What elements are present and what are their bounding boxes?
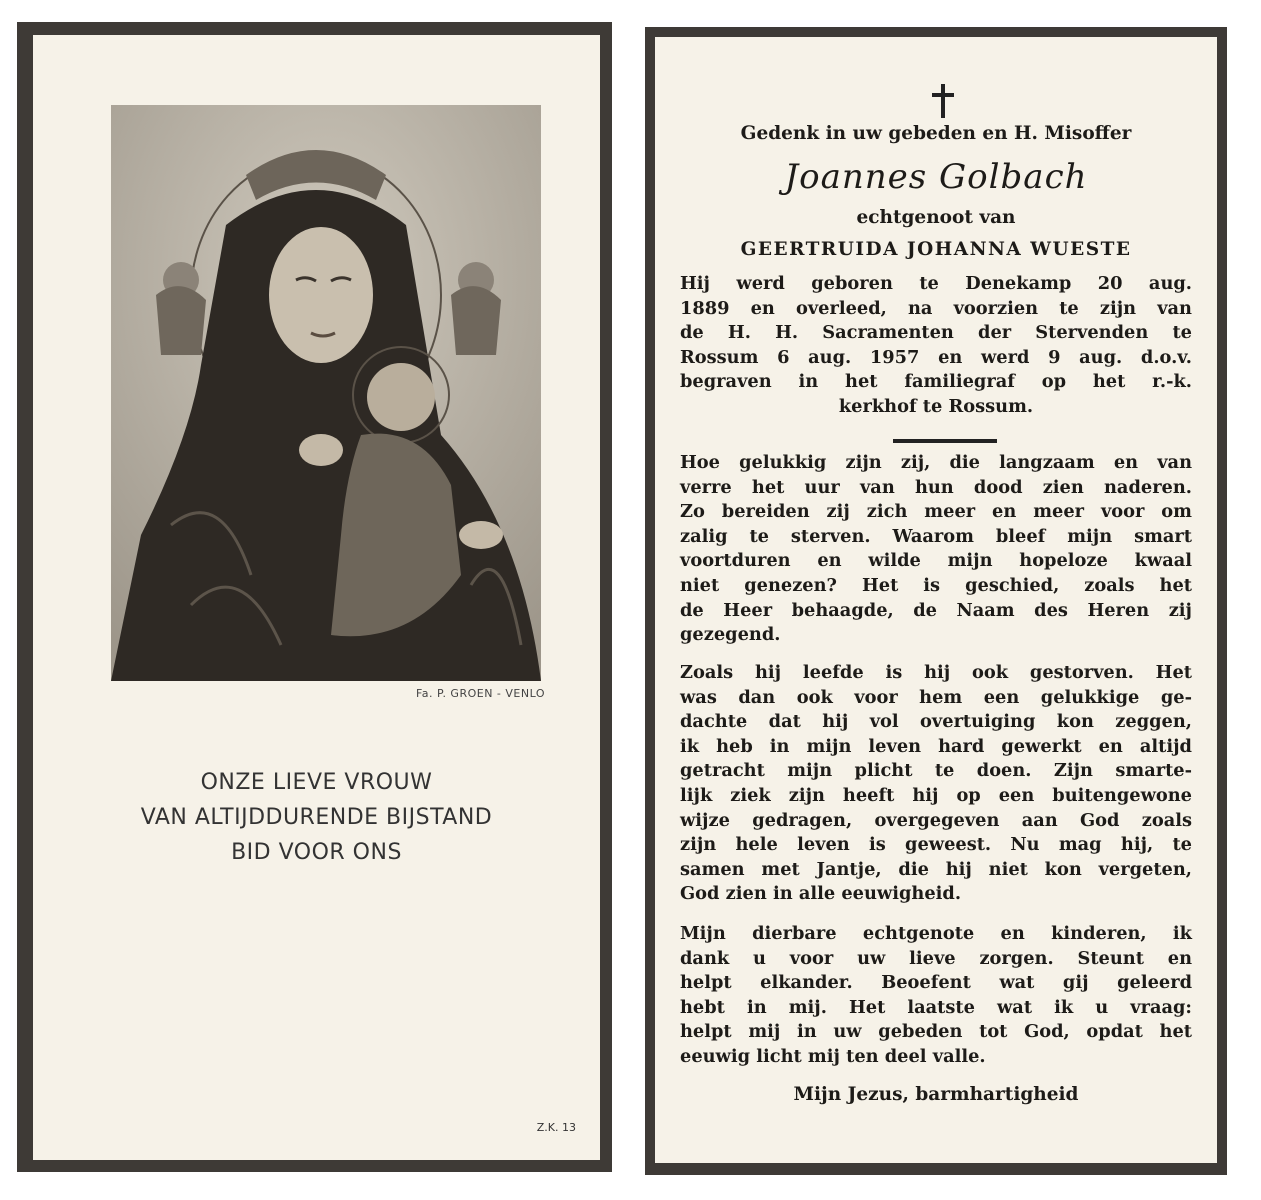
text-line: Hoe gelukkig zijn zij, die langzaam en van (680, 452, 1192, 473)
text-line: helpt mij in uw gebeden tot God, opdat het (680, 1021, 1192, 1043)
text-line: Mijn dierbare echtgenote en kinderen, ik (680, 923, 1192, 944)
text-line: voortduren en wilde mijn hopeloze kwaal (680, 550, 1192, 572)
spouse-name: GEERTRUIDA JOHANNA WUESTE (740, 239, 1132, 260)
madonna-icon-picture (111, 105, 541, 681)
text-line: getracht mijn plicht te doen. Zijn smarte- (680, 760, 1192, 782)
prayer-line: ONZE LIEVE VROUW (200, 770, 433, 795)
prayer-text (33, 765, 600, 870)
text-line: Hij werd geboren te Denekamp 20 aug. (680, 273, 1192, 294)
text-line: zijn hele leven is geweest. Nu mag hij, te (680, 834, 1192, 856)
biography (680, 272, 1192, 420)
prayer-line: VAN ALTIJDDURENDE BIJSTAND (140, 805, 493, 830)
right-card-face (655, 37, 1217, 1163)
text-line: ik heb in mijn leven hard gewerkt en altijd (680, 735, 1192, 757)
deceased-name: Joannes Golbach (784, 157, 1088, 197)
text-line: samen met Jantje, die hij niet kon vergeten, (680, 858, 1192, 880)
text-line: was dan ook voor hem een gelukkige ge- (680, 686, 1192, 708)
text-line: eeuwig licht mij ten deel valle. (680, 1045, 986, 1067)
paragraph-1 (680, 451, 1192, 648)
text-line: Rossum 6 aug. 1957 en werd 9 aug. d.o.v. (680, 346, 1192, 368)
text-line: zalig te sterven. Waarom bleef mijn smart (680, 525, 1192, 547)
text-line: kerkhof te Rossum. (838, 395, 1034, 417)
text-line: 1889 en overleed, na voorzien te zijn van (680, 297, 1192, 319)
text-line: dachte dat hij vol overtuiging kon zeggen, (680, 711, 1192, 733)
text-line: Zoals hij leefde is hij ook gestorven. Het (680, 662, 1192, 683)
right-card (645, 27, 1227, 1175)
divider (893, 439, 997, 443)
closing-prayer: Mijn Jezus, barmhartigheid (793, 1084, 1079, 1105)
text-line: God zien in alle eeuwigheid. (680, 883, 962, 905)
print-credit: Fa. P. GROEN - VENLO (415, 687, 545, 700)
left-card (17, 22, 612, 1172)
cross-icon (932, 84, 954, 118)
paragraph-2 (680, 661, 1192, 907)
text-line: gezegend. (680, 624, 781, 646)
prayer-line: BID VOOR ONS (231, 840, 402, 865)
text-line: helpt elkander. Beoefent wat gij geleerd (680, 972, 1192, 994)
madonna-icon-image (111, 105, 541, 681)
text-line: lijk ziek zijn heeft hij op een buitengewone (680, 784, 1192, 806)
paragraph-3 (680, 922, 1192, 1070)
text-line: de H. H. Sacramenten der Stervenden te (680, 322, 1192, 344)
text-line: niet genezen? Het is geschied, zoals het (680, 574, 1192, 596)
text-line: begraven in het familiegraf op het r.-k. (680, 371, 1192, 393)
text-line: wijze gedragen, overgegeven aan God zoals (680, 809, 1192, 831)
text-line: dank u voor uw lieve zorgen. Steunt en (680, 947, 1192, 969)
text-line: hebt in mij. Het laatste wat ik u vraag: (680, 996, 1192, 1018)
text-line: de Heer behaagde, de Naam des Heren zij (680, 599, 1192, 621)
spouse-intro: echtgenoot van (856, 207, 1016, 228)
text-line: Zo bereiden zij zich meer en meer voor om (680, 501, 1192, 523)
heading: Gedenk in uw gebeden en H. Misoffer (740, 123, 1132, 144)
left-card-face (33, 35, 600, 1160)
card-code: Z.K. 13 (536, 1121, 576, 1134)
text-line: verre het uur van hun dood zien naderen. (680, 476, 1192, 498)
